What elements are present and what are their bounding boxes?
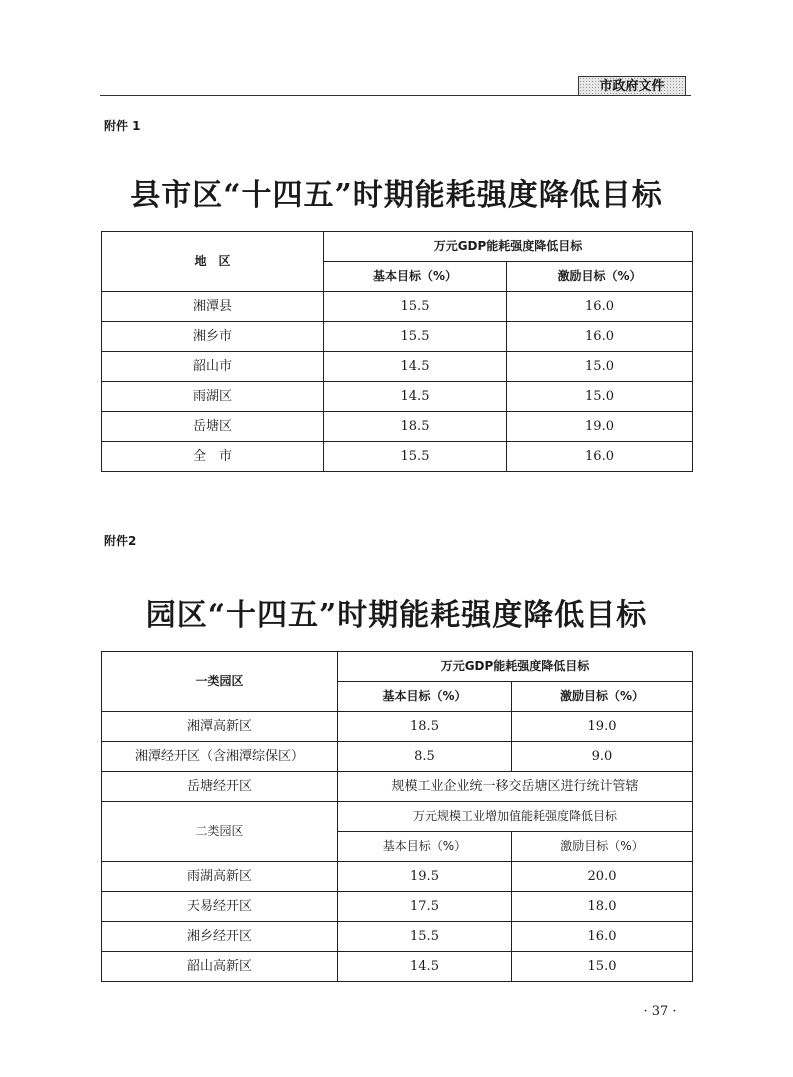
basic-cell: 8.5 — [338, 742, 512, 772]
attachment1-label: 附件 1 — [104, 119, 141, 133]
park-cell: 雨湖高新区 — [102, 862, 338, 892]
incentive-cell: 18.0 — [512, 892, 693, 922]
basic-cell: 19.5 — [338, 862, 512, 892]
class2-header: 二类园区 — [102, 802, 338, 862]
incentive-cell: 16.0 — [507, 322, 693, 352]
table-row — [102, 382, 693, 412]
park-cell: 韶山高新区 — [102, 952, 338, 982]
basic-cell: 18.5 — [338, 712, 512, 742]
col-region-header: 地 区 — [102, 232, 324, 292]
col-incentive-header: 激励目标（%） — [512, 832, 693, 862]
page-number: · 37 · — [643, 1004, 677, 1019]
basic-cell: 18.5 — [324, 412, 507, 442]
basic-cell: 14.5 — [324, 382, 507, 412]
col-basic-header: 基本目标（%） — [338, 832, 512, 862]
incentive-cell: 16.0 — [512, 922, 693, 952]
table-row — [102, 412, 693, 442]
table-row — [102, 862, 693, 892]
note-cell: 规模工业企业统一移交岳塘区进行统计管辖 — [338, 772, 693, 802]
table-row — [102, 352, 693, 382]
basic-cell: 17.5 — [338, 892, 512, 922]
basic-cell: 15.5 — [324, 292, 507, 322]
table-row — [102, 712, 693, 742]
incentive-cell: 15.0 — [512, 952, 693, 982]
table-row — [102, 322, 693, 352]
basic-cell: 15.5 — [324, 322, 507, 352]
attachment1-table — [101, 231, 693, 472]
incentive-cell: 15.0 — [507, 382, 693, 412]
header-rule — [100, 95, 691, 96]
region-cell: 岳塘区 — [102, 412, 324, 442]
table-row — [102, 742, 693, 772]
attachment2-label: 附件2 — [104, 534, 137, 548]
col-incentive-header: 激励目标（%） — [512, 682, 693, 712]
basic-cell: 15.5 — [324, 442, 507, 472]
table-row — [102, 772, 693, 802]
park-cell: 湘潭高新区 — [102, 712, 338, 742]
col-group-header: 万元GDP能耗强度降低目标 — [324, 232, 693, 262]
class1-header: 一类园区 — [102, 652, 338, 712]
table-row — [102, 922, 693, 952]
incentive-cell: 19.0 — [507, 412, 693, 442]
incentive-cell: 19.0 — [512, 712, 693, 742]
table-row — [102, 952, 693, 982]
col-incentive-header: 激励目标（%） — [507, 262, 693, 292]
region-cell: 湘乡市 — [102, 322, 324, 352]
region-cell: 韶山市 — [102, 352, 324, 382]
table-row — [102, 892, 693, 922]
park-cell: 岳塘经开区 — [102, 772, 338, 802]
attachment2-table — [101, 651, 693, 982]
basic-cell: 15.5 — [338, 922, 512, 952]
region-cell: 雨湖区 — [102, 382, 324, 412]
header-tag: 市政府文件 — [578, 76, 686, 96]
region-cell: 全 市 — [102, 442, 324, 472]
incentive-cell: 20.0 — [512, 862, 693, 892]
incentive-cell: 16.0 — [507, 292, 693, 322]
park-cell: 湘潭经开区（含湘潭综保区） — [102, 742, 338, 772]
basic-cell: 14.5 — [324, 352, 507, 382]
incentive-cell: 9.0 — [512, 742, 693, 772]
table-row — [102, 292, 693, 322]
attachment1-title: 县市区“十四五”时期能耗强度降低目标 — [130, 178, 663, 213]
park-cell: 湘乡经开区 — [102, 922, 338, 952]
class2-group-header: 万元规模工业增加值能耗强度降低目标 — [338, 802, 693, 832]
park-cell: 天易经开区 — [102, 892, 338, 922]
attachment2-title: 园区“十四五”时期能耗强度降低目标 — [145, 598, 648, 633]
col-basic-header: 基本目标（%） — [338, 682, 512, 712]
incentive-cell: 16.0 — [507, 442, 693, 472]
basic-cell: 14.5 — [338, 952, 512, 982]
table-row — [102, 442, 693, 472]
class1-group-header: 万元GDP能耗强度降低目标 — [338, 652, 693, 682]
region-cell: 湘潭县 — [102, 292, 324, 322]
incentive-cell: 15.0 — [507, 352, 693, 382]
col-basic-header: 基本目标（%） — [324, 262, 507, 292]
